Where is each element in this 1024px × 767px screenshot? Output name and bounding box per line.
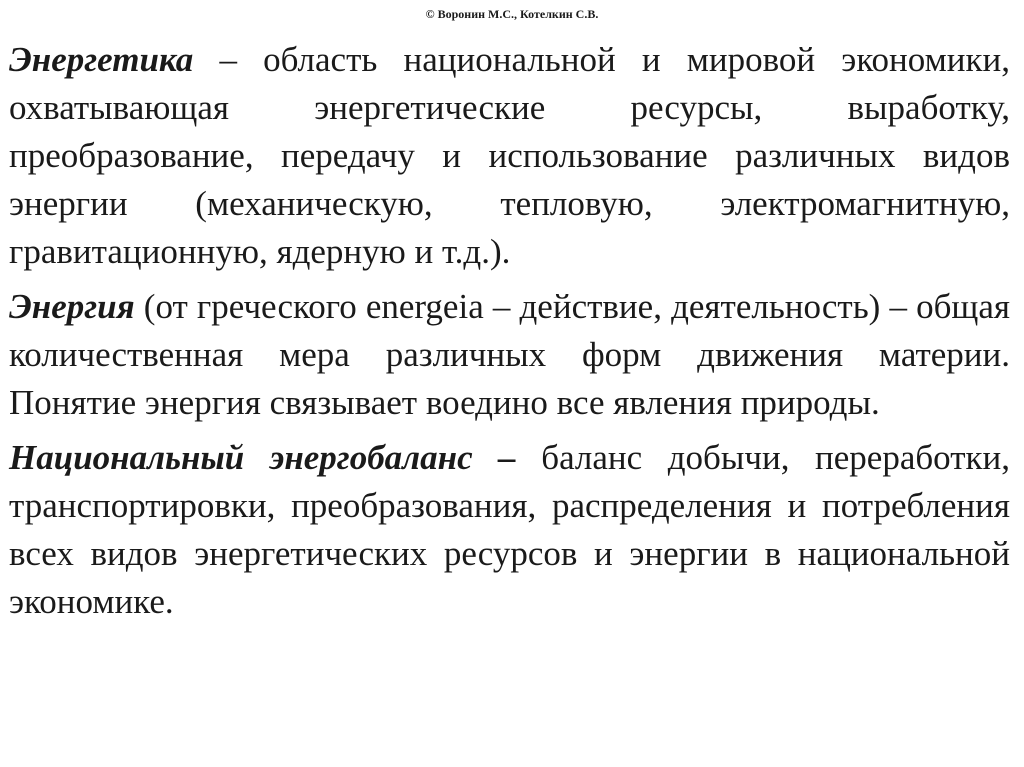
definition-energy-balance xyxy=(9,434,1010,626)
slide-content xyxy=(9,36,1010,633)
definition-energy-balance-text: баланс добычи, переработки, транспортировки, преобразования, распределения и потребления всех видов энергетических ресурсов и энергии в национальной экономике. xyxy=(9,438,1011,621)
copyright-header: © Воронин М.С., Котелкин С.В. xyxy=(425,7,599,21)
term-energetics: Энергетика xyxy=(9,40,194,79)
term-energy-balance: Национальный энергобаланс – xyxy=(9,438,516,477)
definition-energetics xyxy=(9,36,1010,276)
definition-energetics-text: – область национальной и мировой экономики, охватывающая энергетические ресурсы, выработку, преобразование, передачу и использование различных видов энергии (механическую, тепловую, электромагнитную, гравитационную, ядерную и т.д.). xyxy=(9,40,1010,271)
term-energy: Энергия xyxy=(9,287,135,326)
definition-energy xyxy=(9,283,1010,427)
definition-energy-text: (от греческого energeia – действие, деятельность) – общая количественная мера различных форм движения материи. Понятие энергия связывает воедино все явления природы. xyxy=(9,287,1010,422)
